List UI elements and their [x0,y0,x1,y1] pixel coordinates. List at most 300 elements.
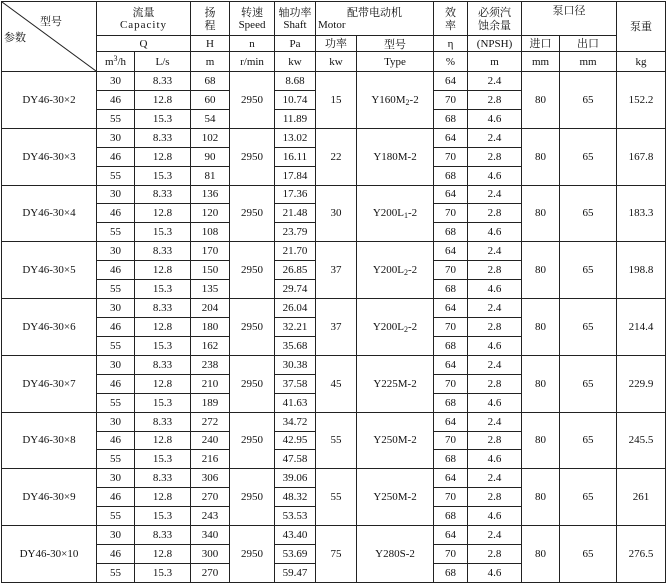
sym-pa: Pa [289,37,301,50]
flow-ls-cell: 15.3 [135,223,191,242]
head-cell: 108 [191,223,230,242]
npsh-cell: 2.4 [468,128,522,147]
flow-ls-cell: 12.8 [135,317,191,336]
shaft-power-cell: 37.58 [275,374,316,393]
weight-cell: 229.9 [617,355,666,412]
motor-type-cell [357,72,434,129]
shaft-power-cell: 42.95 [275,431,316,450]
efficiency-cell: 70 [434,374,468,393]
flow-m3h-cell: 30 [97,412,135,431]
efficiency-cell: 68 [434,166,468,185]
flow-ls-cell: 12.8 [135,90,191,109]
flow-cn-label: 流量 [132,5,155,19]
shaft-cn-label: 轴功率 [278,5,312,19]
outlet-cell: 65 [560,412,617,469]
motor-en-label: Motor [318,18,346,31]
flow-m3h-cell: 30 [97,469,135,488]
weight-cell: 152.2 [617,72,666,129]
flow-m3h-cell: 55 [97,223,135,242]
efficiency-cell: 68 [434,280,468,299]
table-row [2,355,666,374]
type-cn-cell [357,36,434,52]
efficiency-cell: 68 [434,393,468,412]
flow-ls-cell: 15.3 [135,336,191,355]
model-name-cell: DY46-30×9 [2,469,97,526]
shaft-power-cell: 30.38 [275,355,316,374]
port-header [522,2,617,36]
speed-en-label: Speed [238,18,266,31]
corner-header-cell [2,2,97,72]
head-cell: 210 [191,374,230,393]
head-cell: 240 [191,431,230,450]
model-name-cell: DY46-30×6 [2,299,97,356]
shaft-power-cell: 35.68 [275,336,316,355]
sym-eta-cell [434,36,468,52]
shaft-power-cell: 11.89 [275,109,316,128]
sym-n-cell [230,36,275,52]
head-cell: 90 [191,147,230,166]
shaft-power-cell: 29.74 [275,280,316,299]
npsh-cell: 2.8 [468,488,522,507]
outlet-cell: 65 [560,185,617,242]
efficiency-cell: 64 [434,185,468,204]
shaft-en-label: Shaft [283,18,307,31]
weight-cell: 276.5 [617,526,666,583]
inlet-cell: 80 [522,412,560,469]
motor-type-base: Y250M-2 [373,491,417,504]
speed-cn-label: 转速 [241,5,264,19]
motor-type-cell [357,355,434,412]
head-cell: 60 [191,90,230,109]
eff-cn-label-2: 率 [445,18,457,32]
unit-rmin: r/min [240,55,264,68]
eff-cn-label-1: 效 [445,5,457,19]
npsh-cell: 4.6 [468,109,522,128]
motor-type-sub: 1 [404,211,409,221]
npsh-cell: 4.6 [468,563,522,582]
flow-m3h-cell: 55 [97,563,135,582]
npsh-cell: 2.8 [468,147,522,166]
outlet-cell: 65 [560,72,617,129]
shaft-power-cell: 39.06 [275,469,316,488]
unit-in-mm: mm [531,55,550,68]
model-name-cell: DY46-30×2 [2,72,97,129]
sym-n: n [249,37,255,50]
head-cell: 170 [191,242,230,261]
shaft-power-cell: 23.79 [275,223,316,242]
npsh-cell: 2.4 [468,242,522,261]
flow-ls-cell: 15.3 [135,280,191,299]
param-label: 参数 [4,31,26,44]
efficiency-cell: 64 [434,299,468,318]
flow-ls-cell: 12.8 [135,147,191,166]
motor-type-sub: 2 [404,324,409,334]
npsh-cn-label-2: 蚀余量 [478,18,512,32]
flow-header [97,2,191,36]
sym-h: H [206,37,214,50]
motor-power-cell: 75 [316,526,357,583]
weight-cell: 214.4 [617,299,666,356]
efficiency-cell: 70 [434,147,468,166]
flow-ls-cell: 8.33 [135,355,191,374]
npsh-cell: 2.8 [468,317,522,336]
weight-cn-label: 泵重 [630,19,653,33]
flow-m3h-cell: 55 [97,109,135,128]
table-row [2,128,666,147]
head-cell: 102 [191,128,230,147]
efficiency-cell: 70 [434,545,468,564]
motor-type-cell [357,469,434,526]
flow-ls-cell: 12.8 [135,204,191,223]
sym-q: Q [139,37,148,50]
head-cell: 136 [191,185,230,204]
weight-cell: 183.3 [617,185,666,242]
motor-power-cell: 55 [316,469,357,526]
speed-cell: 2950 [230,355,275,412]
unit-m3h-cell [97,52,135,72]
efficiency-cell: 68 [434,336,468,355]
inlet-cell: 80 [522,128,560,185]
npsh-cell: 4.6 [468,507,522,526]
efficiency-cell: 70 [434,261,468,280]
shaft-power-cell: 43.40 [275,526,316,545]
flow-ls-cell: 12.8 [135,431,191,450]
motor-power-cell: 37 [316,299,357,356]
motor-type-base: Y180M-2 [373,150,417,163]
power-cn-label: 功率 [325,36,348,50]
flow-ls-cell: 12.8 [135,488,191,507]
motor-type-tail: -2 [408,264,418,277]
flow-m3h-cell: 46 [97,488,135,507]
unit-out-mm: mm [579,55,597,68]
unit-kg: kg [635,55,647,68]
model-name-cell: DY46-30×10 [2,526,97,583]
unit-in-mm-cell [522,52,560,72]
motor-type-tail: -2 [408,207,418,220]
model-name-cell: DY46-30×4 [2,185,97,242]
flow-m3h-cell: 46 [97,317,135,336]
weight-cell: 167.8 [617,128,666,185]
shaft-power-cell: 53.69 [275,545,316,564]
power-cn-cell [316,36,357,52]
unit-type-cell [357,52,434,72]
efficiency-cell: 68 [434,109,468,128]
unit-m-cell [191,52,230,72]
weight-cell: 245.5 [617,412,666,469]
flow-m3h-cell: 46 [97,261,135,280]
motor-type-base: Y225M-2 [373,377,417,390]
head-cell: 340 [191,526,230,545]
efficiency-cell: 70 [434,317,468,336]
outlet-cell: 65 [560,128,617,185]
motor-type-sub: 2 [405,97,410,107]
inlet-cell: 80 [522,242,560,299]
shaft-power-cell: 10.74 [275,90,316,109]
sym-h-cell [191,36,230,52]
unit-m3h-base: m [104,55,114,68]
flow-m3h-cell: 55 [97,393,135,412]
speed-cell: 2950 [230,412,275,469]
npsh-cell: 2.4 [468,355,522,374]
flow-m3h-cell: 46 [97,374,135,393]
motor-power-cell: 22 [316,128,357,185]
model-name-cell: DY46-30×5 [2,242,97,299]
speed-cell: 2950 [230,526,275,583]
head-cell: 270 [191,563,230,582]
motor-type-cell [357,242,434,299]
unit-kw2: kw [329,55,343,68]
weight-header [617,2,666,52]
flow-m3h-cell: 46 [97,204,135,223]
speed-cell: 2950 [230,242,275,299]
npsh-cell: 2.4 [468,72,522,91]
inlet-cell: 80 [522,185,560,242]
npsh-cell: 2.8 [468,431,522,450]
efficiency-cell: 64 [434,72,468,91]
shaft-power-cell: 16.11 [275,147,316,166]
unit-kw: kw [288,55,302,68]
table-row [2,72,666,91]
type-cn-label: 型号 [384,38,407,51]
shaft-power-cell: 32.21 [275,317,316,336]
shaft-power-cell: 59.47 [275,563,316,582]
flow-m3h-cell: 30 [97,185,135,204]
flow-ls-cell: 15.3 [135,109,191,128]
head-cell: 135 [191,280,230,299]
efficiency-cell: 70 [434,90,468,109]
flow-ls-cell: 8.33 [135,242,191,261]
shaft-power-cell: 21.70 [275,242,316,261]
flow-ls-cell: 12.8 [135,261,191,280]
motor-type-cell [357,526,434,583]
npsh-cell: 2.4 [468,185,522,204]
npsh-cell: 4.6 [468,393,522,412]
flow-ls-cell: 8.33 [135,72,191,91]
motor-type-base: Y160M [371,93,406,106]
speed-cell: 2950 [230,128,275,185]
npsh-cell: 2.4 [468,299,522,318]
unit-kw-cell [275,52,316,72]
npsh-cell: 2.4 [468,526,522,545]
head-cell: 68 [191,72,230,91]
unit-kw2-cell [316,52,357,72]
shaft-power-cell: 21.48 [275,204,316,223]
motor-type-tail: -2 [409,93,419,106]
efficiency-cell: 64 [434,242,468,261]
unit-m3h-rest: /h [117,55,127,68]
unit-m: m [205,55,215,68]
motor-type-base: Y200L [372,207,405,220]
motor-type-base: Y200L [372,264,405,277]
head-cell: 120 [191,204,230,223]
flow-m3h-cell: 55 [97,450,135,469]
model-name-cell: DY46-30×3 [2,128,97,185]
inlet-cn-cell [522,36,560,52]
port-cn-label: 泵口径 [552,4,586,17]
flow-m3h-cell: 55 [97,166,135,185]
head-cn-label-1: 扬 [204,5,216,19]
npsh-cell: 2.8 [468,261,522,280]
motor-type-base: Y200L [372,320,405,333]
model-label: 型号 [40,15,62,28]
efficiency-cell: 68 [434,450,468,469]
table-body [2,72,666,583]
efficiency-cell: 68 [434,223,468,242]
inlet-cell: 80 [522,299,560,356]
outlet-cn-label: 出口 [577,36,600,50]
head-cell: 300 [191,545,230,564]
efficiency-cell: 68 [434,507,468,526]
flow-ls-cell: 8.33 [135,299,191,318]
inlet-cell: 80 [522,72,560,129]
flow-m3h-cell: 55 [97,280,135,299]
unit-npsh-m-cell [468,52,522,72]
unit-rmin-cell [230,52,275,72]
motor-type-cell [357,299,434,356]
head-cell: 162 [191,336,230,355]
table-row [2,412,666,431]
head-cell: 81 [191,166,230,185]
shaft-power-cell: 53.53 [275,507,316,526]
head-cell: 216 [191,450,230,469]
efficiency-cell: 70 [434,431,468,450]
efficiency-cell: 64 [434,469,468,488]
motor-power-cell: 45 [316,355,357,412]
unit-pct-cell [434,52,468,72]
motor-type-tail: -2 [408,320,418,333]
npsh-cell: 4.6 [468,223,522,242]
eff-header [434,2,468,36]
sym-pa-cell [275,36,316,52]
flow-ls-cell: 15.3 [135,166,191,185]
motor-power-cell: 30 [316,185,357,242]
outlet-cell: 65 [560,299,617,356]
efficiency-cell: 64 [434,128,468,147]
flow-m3h-cell: 46 [97,431,135,450]
shaft-power-cell: 48.32 [275,488,316,507]
head-cell: 238 [191,355,230,374]
flow-ls-cell: 15.3 [135,507,191,526]
speed-header [230,2,275,36]
motor-type-cell [357,412,434,469]
shaft-power-cell: 17.84 [275,166,316,185]
flow-m3h-cell: 30 [97,72,135,91]
npsh-cell: 4.6 [468,166,522,185]
weight-cell: 261 [617,469,666,526]
shaft-power-cell: 47.58 [275,450,316,469]
npsh-cn-label-1: 必须汽 [478,5,512,19]
efficiency-cell: 70 [434,488,468,507]
flow-ls-cell: 8.33 [135,412,191,431]
npsh-cell: 2.8 [468,374,522,393]
npsh-cell: 2.8 [468,545,522,564]
speed-cell: 2950 [230,185,275,242]
flow-m3h-cell: 46 [97,90,135,109]
npsh-cell: 2.8 [468,90,522,109]
inlet-cn-label: 进口 [529,36,552,50]
unit-ls-cell [135,52,191,72]
outlet-cell: 65 [560,355,617,412]
npsh-cell: 2.4 [468,469,522,488]
motor-power-cell: 55 [316,412,357,469]
flow-ls-cell: 15.3 [135,393,191,412]
npsh-header [468,2,522,36]
npsh-cell: 4.6 [468,280,522,299]
head-cell: 270 [191,488,230,507]
npsh-cell: 4.6 [468,336,522,355]
flow-m3h-cell: 46 [97,545,135,564]
shaft-power-cell: 26.04 [275,299,316,318]
unit-type: Type [384,55,406,68]
outlet-cn-cell [560,36,617,52]
inlet-cell: 80 [522,469,560,526]
model-name-cell: DY46-30×7 [2,355,97,412]
flow-ls-cell: 15.3 [135,450,191,469]
shaft-header [275,2,316,36]
unit-kg-cell [617,52,666,72]
outlet-cell: 65 [560,469,617,526]
flow-m3h-cell: 30 [97,128,135,147]
flow-m3h-cell: 30 [97,242,135,261]
head-cell: 243 [191,507,230,526]
motor-type-base: Y250M-2 [373,434,417,447]
flow-m3h-cell: 55 [97,336,135,355]
speed-cell: 2950 [230,469,275,526]
efficiency-cell: 64 [434,526,468,545]
motor-type-cell [357,128,434,185]
flow-m3h-cell: 30 [97,355,135,374]
unit-ls: L/s [155,55,170,68]
table-row [2,242,666,261]
flow-ls-cell: 8.33 [135,469,191,488]
efficiency-cell: 68 [434,563,468,582]
npsh-cell: 4.6 [468,450,522,469]
head-header [191,2,230,36]
table-row [2,185,666,204]
motor-type-cell [357,185,434,242]
table-row [2,469,666,488]
flow-ls-cell: 12.8 [135,374,191,393]
sym-npsh-cell [468,36,522,52]
unit-out-mm-cell [560,52,617,72]
flow-m3h-cell: 55 [97,507,135,526]
npsh-cell: 2.4 [468,412,522,431]
head-cn-label-2: 程 [204,18,216,32]
flow-en-label: Capacity [119,18,168,31]
shaft-power-cell: 17.36 [275,185,316,204]
npsh-cell: 2.8 [468,204,522,223]
shaft-power-cell: 34.72 [275,412,316,431]
unit-npsh-m: m [490,55,499,68]
sym-eta: η [447,37,454,50]
head-cell: 306 [191,469,230,488]
flow-m3h-cell: 30 [97,299,135,318]
flow-m3h-cell: 30 [97,526,135,545]
head-cell: 180 [191,317,230,336]
outlet-cell: 65 [560,242,617,299]
motor-power-cell: 37 [316,242,357,299]
head-cell: 272 [191,412,230,431]
flow-ls-cell: 15.3 [135,563,191,582]
inlet-cell: 80 [522,355,560,412]
table-row [2,299,666,318]
flow-m3h-cell: 46 [97,147,135,166]
weight-cell: 198.8 [617,242,666,299]
shaft-power-cell: 8.68 [275,72,316,91]
shaft-power-cell: 41.63 [275,393,316,412]
head-cell: 189 [191,393,230,412]
flow-ls-cell: 8.33 [135,185,191,204]
